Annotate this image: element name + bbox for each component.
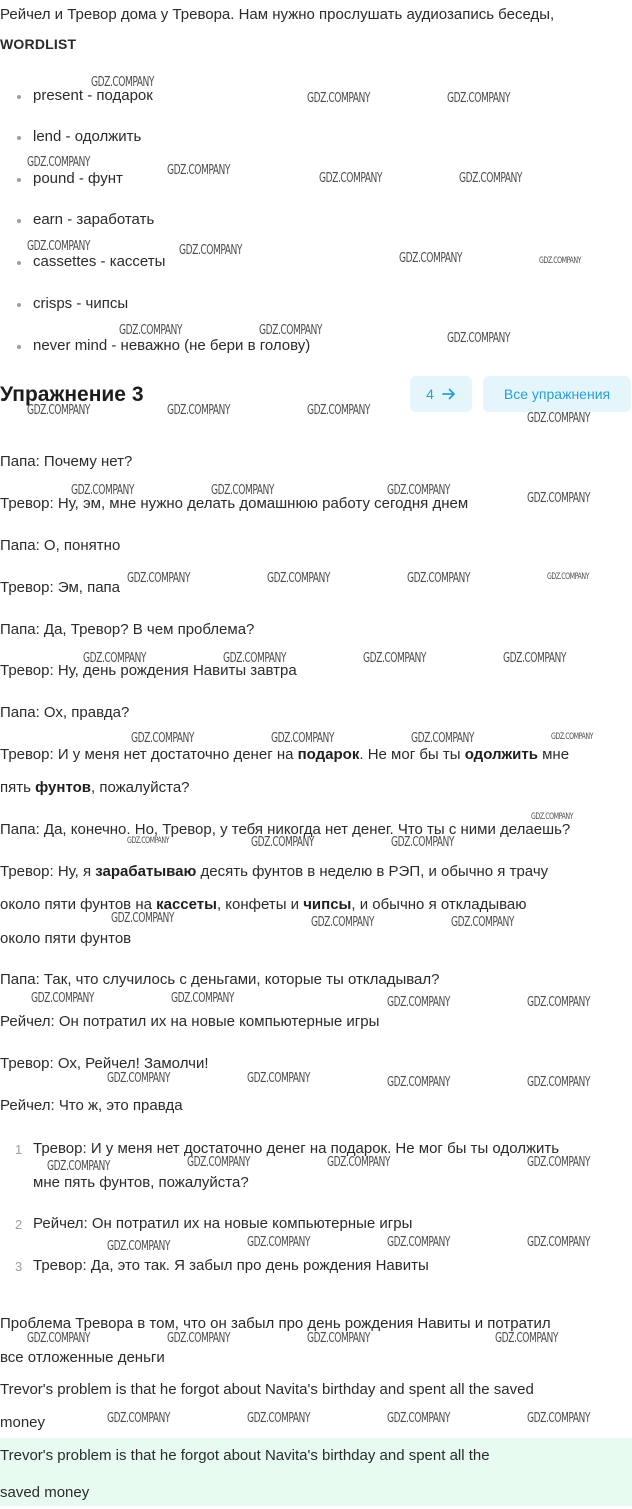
answer-box-line: saved money: [0, 1484, 90, 1501]
answer-line: Тревор: И у меня нет достаточно денег на подарок. Не мог бы ты одолжить: [33, 1140, 560, 1157]
text-segment: . Не мог бы ты: [359, 746, 465, 763]
watermark: GDZ.COMPANY: [407, 571, 471, 586]
dialogue-line: около пяти фунтов: [0, 930, 132, 947]
conclusion-line: Trevor's problem is that he forgot about Navita's birthday and spent all the saved: [0, 1381, 534, 1398]
watermark: GDZ.COMPANY: [223, 651, 287, 666]
watermark: GDZ.COMPANY: [527, 1411, 591, 1426]
conclusion-line: Проблема Тревора в том, что он забыл про день рождения Навиты и потратил: [0, 1315, 551, 1332]
watermark: GDZ.COMPANY: [391, 835, 455, 850]
text-segment: около пяти фунтов на: [0, 896, 157, 913]
keyword: фунтов: [35, 779, 91, 796]
intro-text: Рейчел и Тревор дома у Тревора. Нам нужно прослушать аудиозапись беседы,: [0, 6, 555, 23]
watermark: GDZ.COMPANY: [527, 1235, 591, 1250]
dialogue-line: Тревор: Эм, папа: [0, 579, 121, 596]
watermark: GDZ.COMPANY: [319, 171, 383, 186]
dialogue-line: Рейчел: Что ж, это правда: [0, 1097, 183, 1114]
watermark: GDZ.COMPANY: [451, 915, 515, 930]
watermark: GDZ.COMPANY: [247, 1071, 311, 1086]
watermark: GDZ.COMPANY: [387, 1235, 451, 1250]
wordlist-item: crisps - чипсы: [33, 295, 129, 312]
text-segment: десять фунтов в неделю в РЭП, и обычно я трачу: [196, 863, 549, 880]
answer-number: 3: [15, 1259, 23, 1274]
watermark: GDZ.COMPANY: [27, 1331, 91, 1346]
watermark: GDZ.COMPANY: [211, 483, 275, 498]
dialogue-line: [0, 863, 548, 880]
watermark: GDZ.COMPANY: [111, 911, 175, 926]
watermark: GDZ.COMPANY: [83, 651, 147, 666]
wordlist-item: earn - заработать: [33, 211, 155, 228]
answer-number: 1: [15, 1142, 23, 1157]
text-segment: , пожалуйста?: [90, 779, 190, 796]
keyword: чипсы: [303, 896, 352, 913]
list-item: [0, 253, 632, 273]
text-segment: Тревор: И у меня нет достаточно денег на: [0, 746, 298, 763]
list-item: [0, 128, 632, 148]
watermark: GDZ.COMPANY: [91, 75, 155, 90]
wordlist-item: never mind - неважно (не бери в голову): [33, 337, 311, 354]
watermark: GDZ.COMPANY: [247, 1411, 311, 1426]
text-segment: , и обычно я откладываю: [351, 896, 527, 913]
answer-line: мне пять фунтов, пожалуйста?: [33, 1174, 249, 1191]
conclusion-line: money: [0, 1414, 46, 1431]
arrow-right-icon: [442, 388, 456, 400]
bullet-icon: [17, 95, 21, 99]
keyword: зарабатываю: [95, 863, 197, 880]
dialogue-line: Рейчел: Он потратил их на новые компьютерные игры: [0, 1013, 380, 1030]
list-item: [0, 170, 632, 190]
watermark: GDZ.COMPANY: [259, 323, 323, 338]
watermark: GDZ.COMPANY: [459, 171, 523, 186]
watermark: GDZ.COMPANY: [547, 572, 590, 582]
watermark: GDZ.COMPANY: [447, 331, 511, 346]
bullet-icon: [17, 136, 21, 140]
watermark: GDZ.COMPANY: [167, 1331, 231, 1346]
dialogue-line: Папа: Так, что случилось с деньгами, которые ты откладывал?: [0, 971, 440, 988]
watermark: GDZ.COMPANY: [387, 483, 451, 498]
watermark: GDZ.COMPANY: [171, 991, 235, 1006]
watermark: GDZ.COMPANY: [531, 812, 574, 822]
dialogue-line: [0, 746, 569, 763]
wordlist-item: lend - одолжить: [33, 128, 142, 145]
watermark: GDZ.COMPANY: [167, 403, 231, 418]
dialogue-line: [0, 779, 190, 796]
watermark: GDZ.COMPANY: [267, 571, 331, 586]
next-exercise-button[interactable]: [410, 376, 472, 412]
watermark: GDZ.COMPANY: [527, 491, 591, 506]
bullet-icon: [17, 303, 21, 307]
answer-box: [0, 1438, 632, 1506]
watermark: GDZ.COMPANY: [327, 1155, 391, 1170]
all-exercises-button[interactable]: [483, 376, 631, 412]
watermark: GDZ.COMPANY: [311, 915, 375, 930]
watermark: GDZ.COMPANY: [527, 1075, 591, 1090]
watermark: GDZ.COMPANY: [107, 1411, 171, 1426]
watermark: GDZ.COMPANY: [71, 483, 135, 498]
watermark: GDZ.COMPANY: [179, 243, 243, 258]
watermark: GDZ.COMPANY: [187, 1155, 251, 1170]
watermark: GDZ.COMPANY: [539, 256, 582, 266]
watermark: GDZ.COMPANY: [363, 651, 427, 666]
watermark: GDZ.COMPANY: [307, 1331, 371, 1346]
watermark: GDZ.COMPANY: [387, 1075, 451, 1090]
watermark: GDZ.COMPANY: [551, 732, 594, 742]
conclusion-line: все отложенные деньги: [0, 1349, 165, 1366]
dialogue-line: Папа: О, понятно: [0, 537, 121, 554]
watermark: GDZ.COMPANY: [503, 651, 567, 666]
watermark: GDZ.COMPANY: [107, 1071, 171, 1086]
text-segment: Тревор: Ну, я: [0, 863, 96, 880]
watermark: GDZ.COMPANY: [107, 1239, 171, 1254]
list-item: [0, 337, 632, 357]
list-item: [0, 295, 632, 315]
watermark: GDZ.COMPANY: [127, 571, 191, 586]
next-exercise-label: 4: [426, 386, 434, 402]
watermark: GDZ.COMPANY: [127, 836, 170, 846]
wordlist-item: pound - фунт: [33, 170, 123, 187]
watermark: GDZ.COMPANY: [47, 1159, 111, 1174]
dialogue-line: Папа: Да, конечно. Но, Тревор, у тебя никогда нет денег. Что ты с ними делаешь?: [0, 821, 571, 838]
watermark: GDZ.COMPANY: [271, 731, 335, 746]
dialogue-line: Папа: Почему нет?: [0, 453, 133, 470]
dialogue-line: Папа: Да, Тревор? В чем проблема?: [0, 621, 255, 638]
text-segment: пять: [0, 779, 36, 796]
dialogue-line: Тревор: Ох, Рейчел! Замолчи!: [0, 1055, 209, 1072]
bullet-icon: [17, 219, 21, 223]
watermark: GDZ.COMPANY: [411, 731, 475, 746]
watermark: GDZ.COMPANY: [251, 835, 315, 850]
keyword: подарок: [297, 746, 360, 763]
dialogue-line: [0, 896, 527, 913]
wordlist-title: WORDLIST: [0, 36, 77, 52]
watermark: GDZ.COMPANY: [167, 163, 231, 178]
watermark: GDZ.COMPANY: [247, 1235, 311, 1250]
bullet-icon: [17, 345, 21, 349]
dialogue-line: Тревор: Ну, эм, мне нужно делать домашнюю работу сегодня днем: [0, 495, 469, 512]
answer-line: Рейчел: Он потратил их на новые компьютерные игры: [33, 1215, 413, 1232]
watermark: GDZ.COMPANY: [495, 1331, 559, 1346]
watermark: GDZ.COMPANY: [527, 995, 591, 1010]
watermark: GDZ.COMPANY: [27, 403, 91, 418]
bullet-icon: [17, 261, 21, 265]
dialogue-line: Папа: Ох, правда?: [0, 704, 130, 721]
watermark: GDZ.COMPANY: [447, 91, 511, 106]
watermark: GDZ.COMPANY: [131, 731, 195, 746]
wordlist-item: present - подарок: [33, 87, 153, 104]
watermark: GDZ.COMPANY: [527, 1155, 591, 1170]
watermark: GDZ.COMPANY: [387, 1411, 451, 1426]
watermark: GDZ.COMPANY: [399, 251, 463, 266]
bullet-icon: [17, 178, 21, 182]
watermark: GDZ.COMPANY: [119, 323, 183, 338]
keyword: одолжить: [464, 746, 538, 763]
watermark: GDZ.COMPANY: [31, 991, 95, 1006]
watermark: GDZ.COMPANY: [27, 155, 91, 170]
watermark: GDZ.COMPANY: [307, 91, 371, 106]
watermark: GDZ.COMPANY: [27, 239, 91, 254]
text-segment: мне: [537, 746, 570, 763]
watermark: GDZ.COMPANY: [527, 411, 591, 426]
keyword: кассеты: [156, 896, 217, 913]
answer-number: 2: [15, 1217, 23, 1232]
answer-box-line: Trevor's problem is that he forgot about Navita's birthday and spent all the: [0, 1447, 490, 1464]
dialogue-line: Тревор: Ну, день рождения Навиты завтра: [0, 662, 297, 679]
list-item: [0, 211, 632, 231]
answer-line: Тревор: Да, это так. Я забыл про день рождения Навиты: [33, 1257, 429, 1274]
wordlist-item: cassettes - кассеты: [33, 253, 166, 270]
text-segment: , конфеты и: [216, 896, 304, 913]
watermark: GDZ.COMPANY: [307, 403, 371, 418]
all-exercises-label: Все упражнения: [503, 386, 611, 402]
watermark: GDZ.COMPANY: [387, 995, 451, 1010]
page-title: Упражнение 3: [0, 383, 144, 406]
